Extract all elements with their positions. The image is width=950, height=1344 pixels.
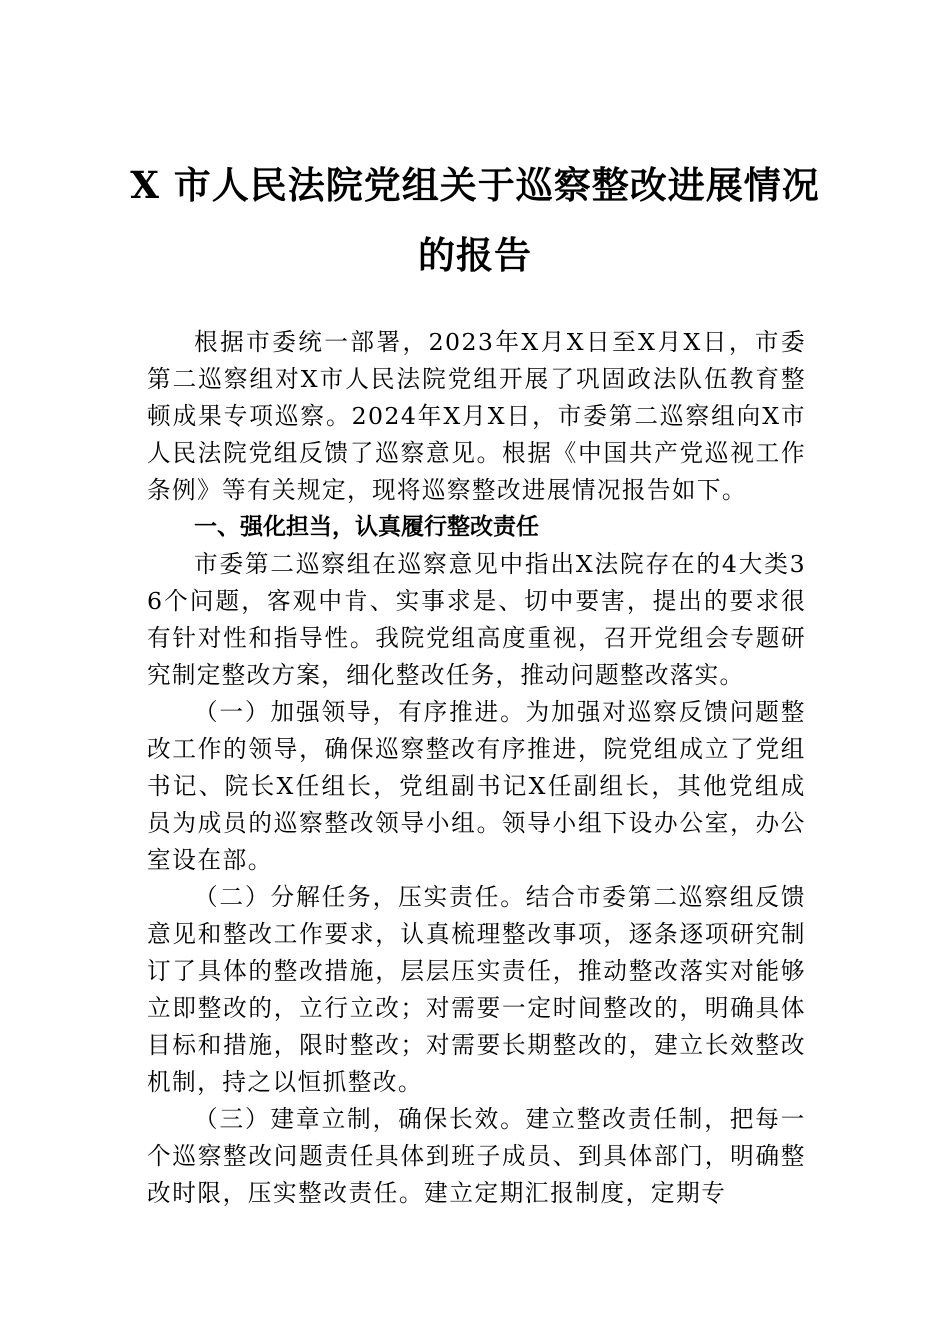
- paragraph-intro: 根据市委统一部署，2023年X月X日至X月X日，市委第二巡察组对X市人民法院党组开展了巩固政法队伍教育整顿成果专项巡察。2024年X月X日，市委第二巡察组向X市人民法院党组反馈了巡察意见。根据《中国共产党巡视工作条例》等有关规定，现将巡察整改进展情况报告如下。: [147, 328, 806, 504]
- paragraph-section-1-intro: 市委第二巡察组在巡察意见中指出X法院存在的4大类36个问题，客观中肯、实事求是、切中要害，提出的要求很有针对性和指导性。我院党组高度重视，召开党组会专题研究制定整改方案，细化整改任务，推动问题整改落实。: [147, 550, 806, 689]
- document-body: [147, 324, 806, 1212]
- paragraph-item-3: （三）建章立制，确保长效。建立整改责任制，把每一个巡察整改问题责任具体到班子成员、到具体部门，明确整改时限，压实整改责任。建立定期汇报制度，定期专: [147, 1105, 806, 1207]
- paragraph-item-1: （一）加强领导，有序推进。为加强对巡察反馈问题整改工作的领导，确保巡察整改有序推进，院党组成立了党组书记、院长X任组长，党组副书记X任副组长，其他党组成员为成员的巡察整改领导小组。领导小组下设办公室，办公室设在部。: [147, 698, 806, 874]
- paragraph-item-2: （二）分解任务，压实责任。结合市委第二巡察组反馈意见和整改工作要求，认真梳理整改事项，逐条逐项研究制订了具体的整改措施，层层压实责任，推动整改落实对能够立即整改的，立行立改；对需要一定时间整改的，明确具体目标和措施，限时整改；对需要长期整改的，建立长效整改机制，持之以恒抓整改。: [147, 883, 806, 1096]
- section-heading-1: 一、强化担当，认真履行整改责任: [194, 514, 539, 540]
- document-title-line-2: 的报告: [418, 233, 532, 277]
- document-title-line-1: X 市人民法院党组关于巡察整改进展情况: [130, 163, 820, 207]
